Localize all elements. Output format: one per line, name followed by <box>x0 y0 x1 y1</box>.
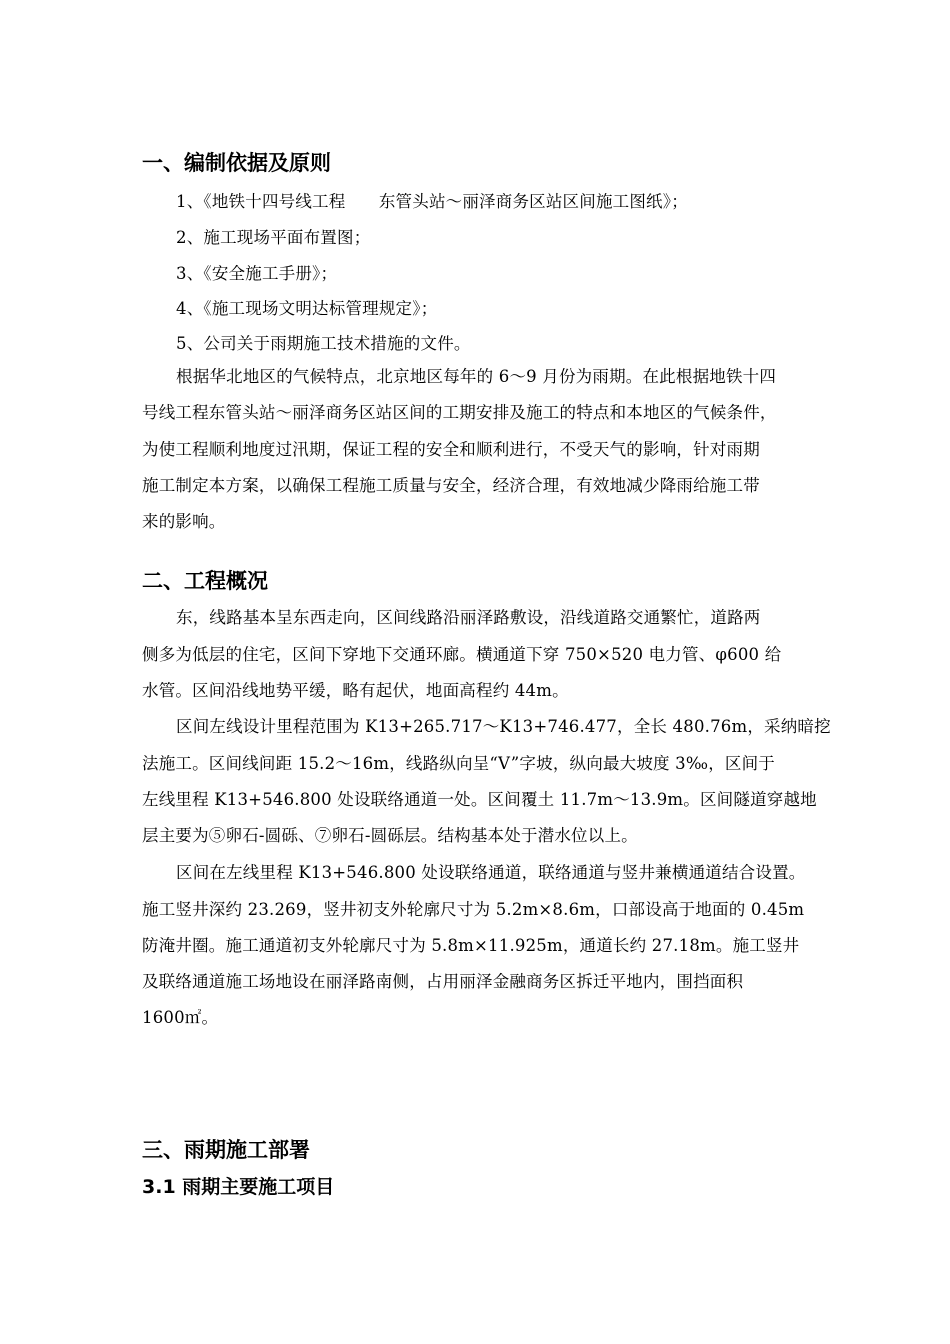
overview-paragraph-1-line: 水管。区间沿线地势平缓，略有起伏，地面高程约 44m。 <box>142 681 569 700</box>
overview-paragraph-3-line: 及联络通道施工场地设在丽泽路南侧，占用丽泽金融商务区拆迁平地内，围挡面积 <box>142 972 744 991</box>
overview-paragraph-2-line: 左线里程 K13+546.800 处设联络通道一处。区间覆土 11.7m～13.9m。区间隧道穿越地 <box>142 790 817 809</box>
intro-paragraph-line: 为使工程顺利地度过汛期，保证工程的安全和顺利进行，不受天气的影响，针对雨期 <box>142 440 760 459</box>
section-3-1-subheading: 3.1 雨期主要施工项目 <box>142 1176 335 1198</box>
intro-paragraph-line: 根据华北地区的气候特点，北京地区每年的 6～9 月份为雨期。在此根据地铁十四 <box>176 367 777 386</box>
overview-paragraph-3-line: 施工竖井深约 23.269，竖井初支外轮廓尺寸为 5.2m×8.6m，口部设高于地面的 0.45m <box>142 900 805 919</box>
basis-item-3: 3、《安全施工手册》； <box>176 264 338 283</box>
overview-paragraph-2-line: 法施工。区间线间距 15.2～16m，线路纵向呈“V”字坡，纵向最大坡度 3‰，区间于 <box>142 754 775 773</box>
overview-paragraph-2-line: 层主要为⑤卵石-圆砾、⑦卵石-圆砾层。结构基本处于潜水位以上。 <box>142 826 638 845</box>
intro-paragraph-line: 施工制定本方案，以确保工程施工质量与安全，经济合理，有效地减少降雨给施工带 <box>142 476 760 495</box>
basis-item-1: 1、《地铁十四号线工程 东管头站～丽泽商务区站区间施工图纸》； <box>176 192 688 211</box>
section-1-heading: 一、编制依据及原则 <box>142 151 331 175</box>
section-3-heading: 三、雨期施工部署 <box>142 1138 310 1162</box>
basis-item-2: 2、施工现场平面布置图； <box>176 228 371 247</box>
intro-paragraph-line: 号线工程东管头站～丽泽商务区站区间的工期安排及施工的特点和本地区的气候条件， <box>142 403 777 422</box>
overview-paragraph-2-line: 区间左线设计里程范围为 K13+265.717～K13+746.477，全长 480.76m，采纳暗挖 <box>176 717 831 736</box>
overview-paragraph-3-line: 1600㎡。 <box>142 1008 219 1027</box>
overview-paragraph-1-line: 东，线路基本呈东西走向，区间线路沿丽泽路敷设，沿线道路交通繁忙，道路两 <box>176 608 761 627</box>
overview-paragraph-3-line: 区间在左线里程 K13+546.800 处设联络通道，联络通道与竖井兼横通道结合设置。 <box>176 863 806 882</box>
section-2-heading: 二、工程概况 <box>142 569 268 593</box>
basis-item-5: 5、公司关于雨期施工技术措施的文件。 <box>176 334 471 353</box>
overview-paragraph-3-line: 防淹井圈。施工通道初支外轮廓尺寸为 5.8m×11.925m，通道长约 27.18m。施工竖井 <box>142 936 800 955</box>
intro-paragraph-line: 来的影响。 <box>142 512 226 531</box>
overview-paragraph-1-line: 侧多为低层的住宅，区间下穿地下交通环廊。横通道下穿 750×520 电力管、φ600 给 <box>142 645 782 664</box>
basis-item-4: 4、《施工现场文明达标管理规定》； <box>176 299 438 318</box>
